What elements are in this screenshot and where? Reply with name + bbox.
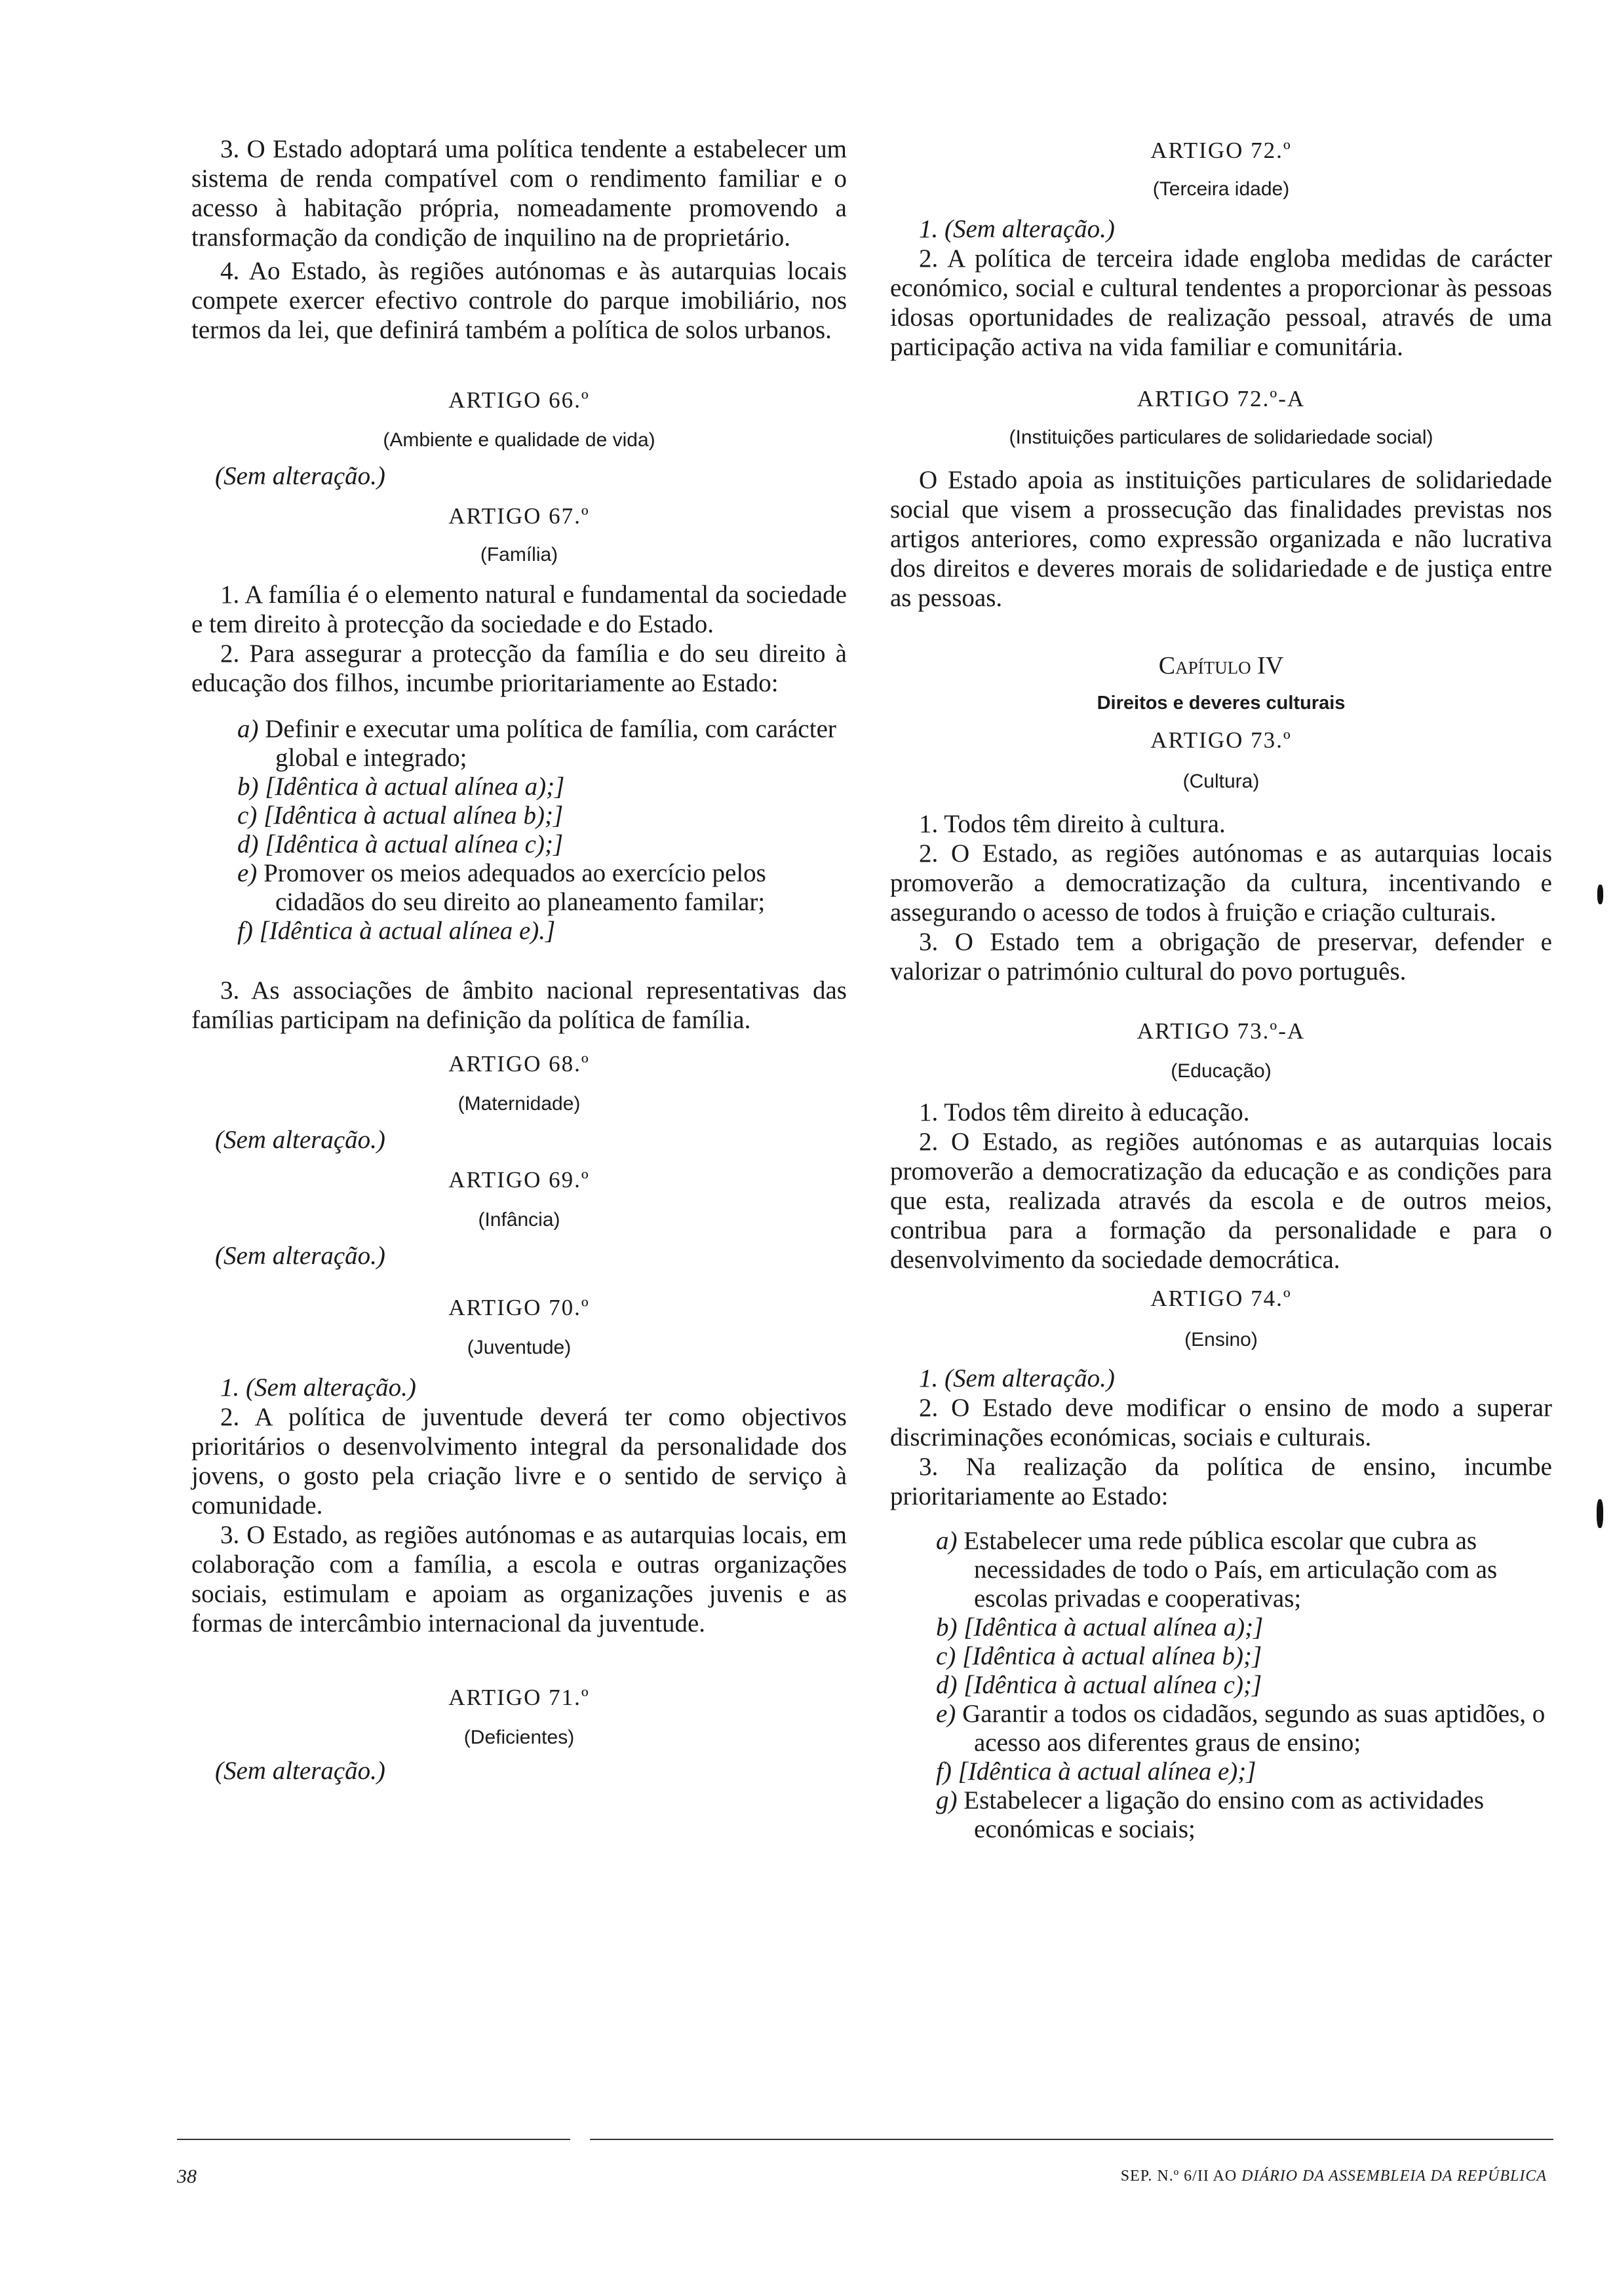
list-item: c) [Idêntica à actual alínea b);] <box>936 1642 1262 1670</box>
article-subtitle: (Deficientes) <box>463 1727 575 1748</box>
article-paragraph-1: 1. Todos têm direito à educação. <box>919 1098 1250 1126</box>
article-paragraph-3: 3. Na realização da política de ensino, incumbe prioritariamente ao Estado: <box>890 1453 1552 1510</box>
list-item: g) Estabelecer a ligação do ensino com as actividades económicas e sociais; <box>936 1786 1484 1843</box>
article-subtitle: (Ambiente e qualidade de vida) <box>383 429 655 451</box>
art65-paragraph-4: 4. Ao Estado, às regiões autónomas e às autarquias locais compete exercer efectivo controle do parque imobiliário, nos termos da lei, que definirá também a política de solos urbanos. <box>191 257 847 344</box>
footer-publication-title: DIÁRIO DA ASSEMBLEIA DA REPÚBLICA <box>1241 2168 1547 2185</box>
article-subtitle: (Terceira idade) <box>1152 178 1290 200</box>
article-paragraph-2: 2. O Estado, as regiões autónomas e as autarquias locais promoverão a democratização da educação e as condições para que esta, realizada através da escola e de outros meios, contribua para a formação da personalidade e para o desenvolvimento da sociedade democrática. <box>890 1128 1552 1274</box>
article-paragraph-2: 2. A política de juventude deverá ter como objectivos prioritários o desenvolvimento integral da personalidade dos jovens, o gosto pela criação livre e o sentido de serviço à comunidade. <box>191 1403 847 1520</box>
article-70 <box>191 1294 847 1638</box>
article-paragraph-3: 3. O Estado, as regiões autónomas e as autarquias locais, em colaboração com a família, a escola e outras organizações sociais, estimulam e apoiam as organizações juvenis e as formas de intercâmbio internacional da juventude. <box>191 1521 847 1637</box>
article-title: ARTIGO 72.º <box>1150 138 1292 163</box>
footer-rule <box>590 2139 1553 2140</box>
article-71 <box>191 1684 847 1786</box>
article-subtitle: (Infância) <box>478 1209 560 1231</box>
list-item: e) Garantir a todos os cidadãos, segundo as suas aptidões, o acesso aos diferentes graus de ensino; <box>936 1700 1546 1757</box>
article-paragraph-1: 1. (Sem alteração.) <box>220 1373 416 1402</box>
footer-rule <box>177 2139 570 2140</box>
article-title: ARTIGO 74.º <box>1150 1286 1292 1311</box>
article-title: ARTIGO 72.º-A <box>1137 386 1306 411</box>
article-subtitle: (Instituições particulares de solidariedade social) <box>1009 427 1433 448</box>
article-paragraph-3: 3. O Estado tem a obrigação de preservar, defender e valorizar o património cultural do povo português. <box>890 928 1552 985</box>
list-item: e) Promover os meios adequados ao exercício pelos cidadãos do seu direito ao planeamento familar; <box>237 859 766 916</box>
article-67 <box>191 503 847 1035</box>
chapter-title: Capítulo IV <box>1158 652 1284 679</box>
right-column <box>890 134 1552 1844</box>
list-item: a) Definir e executar uma política de família, com carácter global e integrado; <box>237 715 836 772</box>
article-title: ARTIGO 67.º <box>448 503 590 529</box>
article-paragraph-1: 1. (Sem alteração.) <box>919 215 1115 243</box>
article-73a <box>890 1018 1552 1274</box>
article-74 <box>890 1285 1552 1844</box>
article-72a <box>890 385 1552 613</box>
list-item: d) [Idêntica à actual alínea c);] <box>237 830 564 858</box>
article-paragraph-1: 1. Todos têm direito à cultura. <box>919 810 1226 838</box>
list-item: f) [Idêntica à actual alínea e).] <box>237 917 556 945</box>
list-item: d) [Idêntica à actual alínea c);] <box>936 1671 1262 1699</box>
article-body: (Sem alteração.) <box>215 1242 385 1270</box>
left-column <box>191 134 847 1786</box>
article-subtitle: (Educação) <box>1171 1060 1272 1082</box>
article-title: ARTIGO 73.º <box>1150 727 1292 753</box>
footer-prefix: SEP. N.º 6/II AO <box>1120 2168 1237 2185</box>
article-title: ARTIGO 71.º <box>448 1685 590 1710</box>
article-73 <box>890 727 1552 986</box>
article-subtitle: (Ensino) <box>1184 1329 1258 1350</box>
art65-paragraph-3: 3. O Estado adoptará uma política tendente a estabelecer um sistema de renda compatível com o rendimento familiar e o acesso à habitação própria, nomeadamente promovendo a transformação da condição de inquilino na de proprietário. <box>191 135 847 252</box>
article-title: ARTIGO 68.º <box>448 1051 590 1077</box>
article-68 <box>191 1050 847 1155</box>
list-item: c) [Idêntica à actual alínea b);] <box>237 801 564 830</box>
article-66 <box>191 387 847 491</box>
article-title: ARTIGO 69.º <box>448 1167 590 1193</box>
article-title: ARTIGO 66.º <box>448 387 590 413</box>
list-item: f) [Idêntica à actual alínea e);] <box>936 1757 1256 1786</box>
article-paragraph-2: 2. A política de terceira idade engloba medidas de carácter económico, social e cultural tendentes a proporcionar às pessoas idosas oportunidades de realização pessoal, através de uma participação activa na vida familiar e comunitária. <box>890 244 1552 361</box>
footer-publication <box>1022 2168 1547 2185</box>
article-72 <box>890 137 1552 362</box>
article-subtitle: (Família) <box>480 544 558 565</box>
page-number: 38 <box>177 2166 197 2187</box>
article-paragraph-2: 2. O Estado deve modificar o ensino de modo a superar discriminações económicas, sociais e culturais. <box>890 1394 1552 1451</box>
article-paragraph-2: 2. Para assegurar a protecção da família e do seu direito à educação dos filhos, incumbe prioritariamente ao Estado: <box>191 640 847 697</box>
chapter-subtitle: Direitos e deveres culturais <box>1097 693 1346 714</box>
article-subtitle: (Juventude) <box>467 1337 572 1358</box>
margin-mark <box>1597 1499 1603 1528</box>
article-paragraph-3: 3. As associações de âmbito nacional representativas das famílias participam na definição da política de família. <box>191 976 847 1034</box>
alineas-list <box>191 715 847 946</box>
margin-mark <box>1597 885 1603 904</box>
article-paragraph-1: 1. (Sem alteração.) <box>919 1364 1115 1392</box>
list-item: b) [Idêntica à actual alínea a);] <box>237 773 565 801</box>
article-69 <box>191 1166 847 1271</box>
article-paragraph-1: 1. A família é o elemento natural e fundamental da sociedade e tem direito à protecção da sociedade e do Estado. <box>191 581 847 638</box>
article-body: (Sem alteração.) <box>215 1126 385 1154</box>
article-subtitle: (Maternidade) <box>457 1093 581 1115</box>
article-title: ARTIGO 73.º-A <box>1137 1018 1306 1044</box>
article-body: (Sem alteração.) <box>215 1757 385 1785</box>
list-item: a) Estabelecer uma rede pública escolar que cubra as necessidades de todo o País, em articulação com as escolas privadas e cooperativas; <box>936 1527 1498 1613</box>
article-title: ARTIGO 70.º <box>448 1295 590 1320</box>
alineas-list <box>890 1527 1552 1844</box>
list-item: b) [Idêntica à actual alínea a);] <box>936 1613 1264 1641</box>
article-body: (Sem alteração.) <box>215 462 385 490</box>
chapter-iv <box>890 651 1552 716</box>
article-paragraph-1: O Estado apoia as instituições particulares de solidariedade social que visem a prossecução das finalidades previstas nos artigos anteriores, como expressão organizada e não lucrativa dos direitos e deveres morais de solidariedade e de justiça entre as pessoas. <box>890 466 1552 612</box>
article-paragraph-2: 2. O Estado, as regiões autónomas e as autarquias locais promoverão a democratização da cultura, incentivando e assegurando o acesso de todos à fruição e criação culturais. <box>890 839 1552 927</box>
article-subtitle: (Cultura) <box>1182 771 1260 792</box>
